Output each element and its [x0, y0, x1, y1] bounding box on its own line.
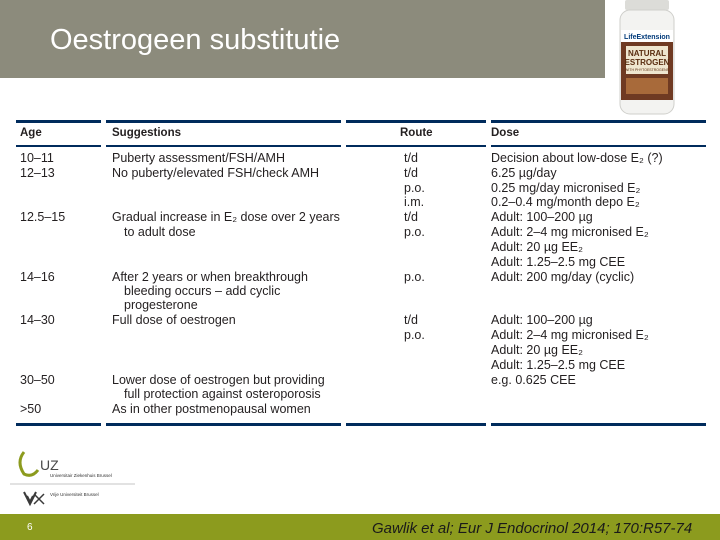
slide-title: Oestrogeen substitutie [50, 24, 341, 56]
slide-number: 6 [27, 522, 33, 533]
suggestion-cell: to adult dose [124, 225, 196, 239]
product-tagline: WITH PHYTOESTROGENS [625, 68, 669, 72]
dose-cell: Adult: 1.25–2.5 mg CEE [491, 255, 626, 269]
dose-cell: e.g. 0.625 CEE [491, 373, 576, 387]
route-cell: p.o. [404, 225, 425, 239]
age-cell: 14–16 [20, 270, 55, 284]
route-cell: t/d [404, 313, 418, 327]
dose-cell: Adult: 2–4 mg micronised E₂ [491, 328, 649, 342]
dosage-table [16, 120, 706, 426]
dose-cell: Decision about low-dose E₂ (?) [491, 151, 663, 165]
route-cell: p.o. [404, 181, 425, 195]
logo-mark: UZ [40, 457, 59, 473]
dose-cell: Adult: 200 mg/day (cyclic) [491, 270, 635, 284]
logo-line2: Vrije Universiteit Brussel [50, 492, 99, 497]
suggestion-cell: progesterone [124, 298, 198, 312]
route-cell: t/d [404, 151, 418, 165]
product-brand: LifeExtension [624, 34, 670, 41]
dose-cell: Adult: 20 µg EE₂ [491, 343, 583, 357]
route-cell: t/d [404, 210, 418, 224]
suggestion-cell: Gradual increase in E₂ dose over 2 years [112, 210, 340, 224]
age-cell: >50 [20, 402, 42, 416]
age-cell: 12–13 [20, 166, 55, 180]
header-age: Age [20, 127, 42, 139]
dose-cell: Adult: 1.25–2.5 mg CEE [491, 358, 626, 372]
uz-brussel-logo [10, 448, 140, 518]
product-name-line2: ESTROGEN [624, 58, 670, 67]
route-cell: t/d [404, 166, 418, 180]
age-cell: 30–50 [20, 373, 55, 387]
suggestion-cell: Full dose of oestrogen [112, 313, 236, 327]
dose-cell: 6.25 µg/day [491, 166, 557, 180]
age-cell: 14–30 [20, 313, 55, 327]
supplement-bottle-image [612, 0, 682, 118]
route-cell: i.m. [404, 195, 425, 209]
age-cell: 10–11 [20, 151, 54, 165]
dose-cell: Adult: 100–200 µg [491, 313, 593, 327]
age-cell: 12.5–15 [20, 210, 66, 224]
dose-cell: Adult: 20 µg EE₂ [491, 240, 583, 254]
logo-line1: Universitair Ziekenhuis Brussel [50, 473, 112, 478]
suggestion-cell: full protection against osteroporosis [124, 387, 321, 401]
header-suggestions: Suggestions [112, 127, 182, 139]
dose-cell: 0.25 mg/day micronised E₂ [491, 181, 641, 195]
suggestion-cell: No puberty/elevated FSH/check AMH [112, 166, 320, 180]
header-route: Route [400, 127, 433, 139]
route-cell: p.o. [404, 328, 425, 342]
product-name-line1: NATURAL [627, 49, 667, 58]
suggestion-cell: After 2 years or when breakthrough [112, 270, 308, 284]
suggestion-cell: Puberty assessment/FSH/AMH [112, 151, 285, 165]
dose-cell: Adult: 100–200 µg [491, 210, 593, 224]
route-cell: p.o. [404, 270, 425, 284]
citation: Gawlik et al; Eur J Endocrinol 2014; 170:R57-74 [372, 520, 693, 537]
suggestion-cell: As in other postmenopausal women [112, 402, 311, 416]
dose-cell: Adult: 2–4 mg micronised E₂ [491, 225, 649, 239]
dose-cell: 0.2–0.4 mg/month depo E₂ [491, 195, 640, 209]
suggestion-cell: Lower dose of oestrogen but providing [112, 373, 325, 387]
header-dose: Dose [491, 127, 520, 139]
suggestion-cell: bleeding occurs – add cyclic [124, 284, 281, 298]
